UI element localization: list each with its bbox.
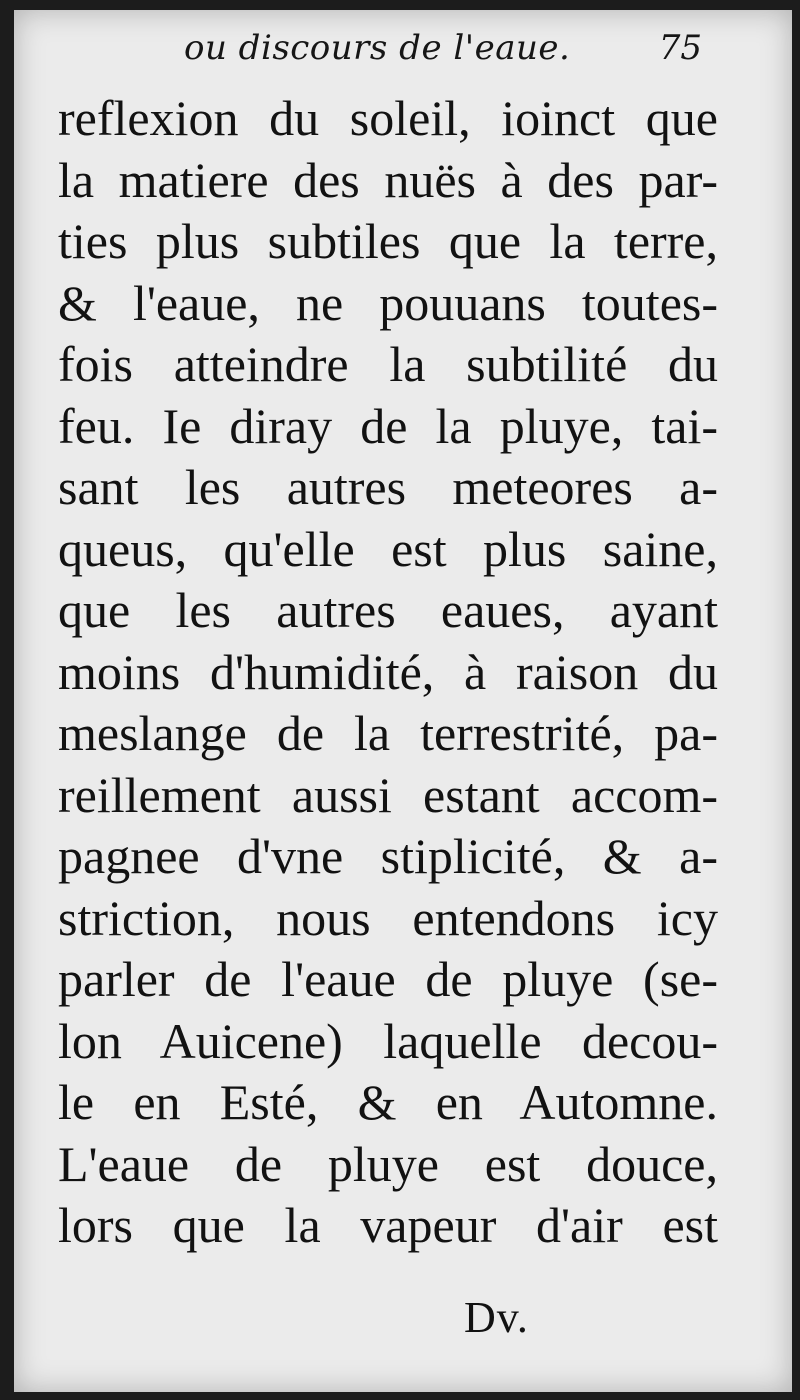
text-line: lon Auicene) laquelle decou-: [58, 1012, 718, 1069]
text-line: feu. Ie diray de la pluye, tai-: [58, 397, 718, 454]
text-line: reillement aussi estant accom-: [58, 766, 718, 823]
catchword: Dv.: [464, 1293, 529, 1342]
text-line: striction, nous entendons icy: [58, 889, 718, 946]
text-line: pagnee d'vne stiplicité, & a-: [58, 828, 718, 884]
text-line: ties plus subtiles que la terre,: [58, 213, 718, 269]
text-line: parler de l'eaue de pluye (se-: [58, 951, 718, 1007]
text-line: moins d'humidité, à raison du: [58, 643, 718, 700]
text-line: que les autres eaues, ayant: [58, 582, 718, 638]
text-line: queus, qu'elle est plus saine,: [58, 520, 718, 577]
body-text: [58, 88, 718, 1257]
text-line: reflexion du soleil, ioinct que: [58, 90, 718, 146]
text-line: L'eaue de pluye est douce,: [58, 1135, 718, 1192]
text-line: le en Esté, & en Automne.: [58, 1074, 718, 1130]
text-line: & l'eaue, ne pouuans toutes-: [58, 274, 718, 331]
text-line: la matiere des nuës à des par-: [58, 151, 718, 208]
page-number: 75: [658, 28, 702, 68]
text-line: meslange de la terrestrité, pa-: [58, 705, 718, 761]
text-line: fois atteindre la subtilité du: [58, 336, 718, 392]
text-line: lors que la vapeur d'air est: [58, 1197, 718, 1253]
running-head: ou discours de l'eaue.: [184, 28, 571, 68]
text-line: sant les autres meteores a-: [58, 459, 718, 515]
book-page: [14, 10, 792, 1392]
